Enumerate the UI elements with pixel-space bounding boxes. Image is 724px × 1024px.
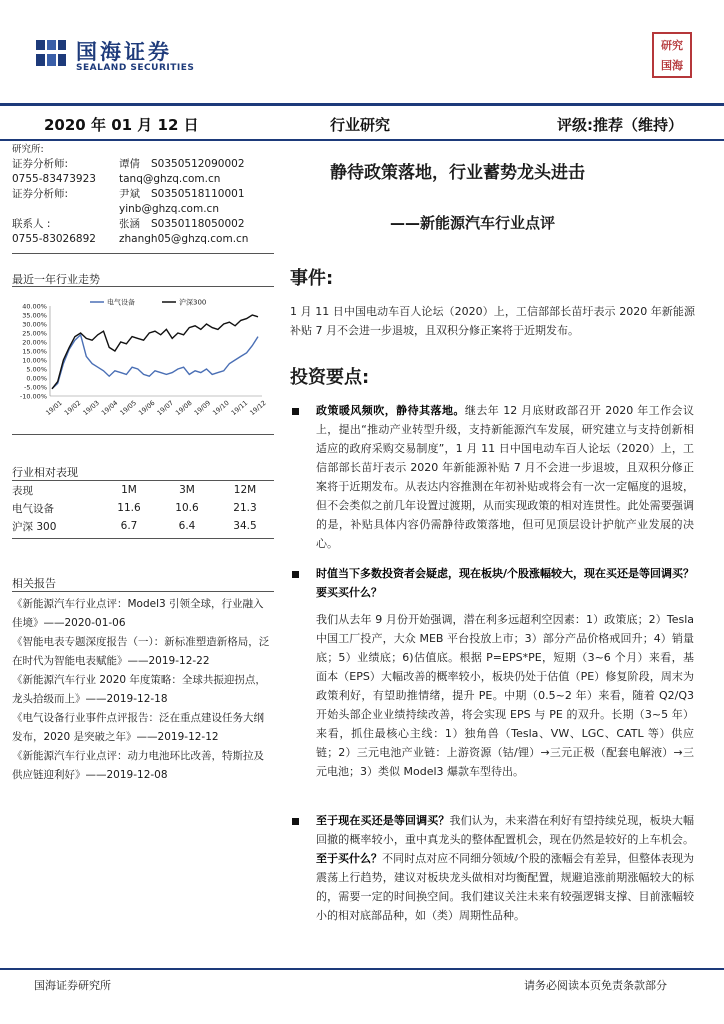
x-tick-label: 19/11 bbox=[229, 398, 250, 418]
company-name-cn: 国海证券 bbox=[76, 40, 172, 64]
y-tick-label: 15.00% bbox=[22, 347, 47, 356]
report-date: 2020 年 01 月 12 日 bbox=[44, 116, 199, 134]
analyst-row-left: 证券分析师: bbox=[12, 188, 69, 200]
invest-p3-lead: 至于现在买还是等回调买？ bbox=[316, 814, 450, 827]
analyst-label: 研究所: bbox=[12, 144, 44, 155]
invest-paragraph-3 bbox=[316, 811, 694, 963]
invest-p1-body: 继去年 12 月底财政部召开 2020 年工作会议上，提出“推动产业转型升级，支持新能源汽车发展，研究建立与支持创新相适应的政府采购交易制度”，1 月 11 日中国电动车百人论坛（2020）上，工信部部长苗圩表示 2020 年新能源补贴 7 月不会进一步退坡，且双积分修正案将于近期发布。从表达内容推测在年初补贴或将会有一次一定幅度的退坡，但不会类似之前几年设置过渡期，从而实现政策的相对连贯性。此处需要强调的是，补贴具体内容仍需静待政策落地，但可见顶层设计护航产业发展的决心。 bbox=[316, 404, 694, 550]
x-tick-label: 19/08 bbox=[174, 398, 194, 418]
y-tick-label: 25.00% bbox=[22, 329, 47, 338]
perf-cell: 10.6 bbox=[175, 502, 199, 514]
analyst-row-left: 0755-83473923 bbox=[12, 173, 96, 185]
analyst-row-name: 谭倩 bbox=[119, 158, 140, 170]
invest-p3-b: 不同时点对应不同细分领域/个股的涨幅会有差异，但整体表现为震荡上行趋势，建议对板块龙头做相对均衡配置，规避追涨前期涨幅较大的标的，需要一定的时间换空间。我们建议关注未来有较强逻辑支撑、目前涨幅较小的相对底部品种，如（类）周期性品种。 bbox=[316, 852, 694, 922]
analyst-row-id: S0350512090002 bbox=[151, 158, 245, 170]
divider bbox=[12, 538, 274, 539]
footer-left: 国海证券研究所 bbox=[34, 979, 111, 992]
perf-cell: 6.7 bbox=[120, 520, 138, 532]
y-tick-label: 40.00% bbox=[22, 302, 47, 311]
industry-trend-chart bbox=[12, 290, 274, 430]
perf-section-title: 行业相对表现 bbox=[12, 466, 78, 479]
legend-label: 电气设备 bbox=[107, 298, 135, 307]
y-tick-label: 5.00% bbox=[26, 365, 47, 374]
footer-rule bbox=[0, 968, 724, 970]
report-rating: 评级:推荐（维持） bbox=[557, 116, 683, 134]
legend-label: 沪深300 bbox=[179, 298, 207, 307]
analyst-row-left: 联系人 : bbox=[12, 218, 51, 230]
perf-header-cell: 1M bbox=[121, 484, 137, 496]
x-tick-label: 19/03 bbox=[81, 398, 101, 418]
invest-question bbox=[316, 564, 694, 602]
analyst-row-id: yinb@ghzq.com.cn bbox=[119, 203, 219, 215]
company-name-en: SEALAND SECURITIES bbox=[76, 63, 195, 73]
list-item[interactable]: 《新能源汽车行业点评：动力电池环比改善，特斯拉及供应链迎利好》——2019-12-08 bbox=[12, 750, 264, 781]
perf-cell: 21.3 bbox=[233, 502, 257, 514]
list-item[interactable]: 《电气设备行业事件点评报告：泛在重点建设任务大纲发布，2020 是突破之年》——2019-12-12 bbox=[12, 712, 264, 743]
header-bottom-rule bbox=[0, 139, 724, 141]
analyst-row-id: S0350518110001 bbox=[151, 188, 245, 200]
report-title: 静待政策落地，行业蓄势龙头进击 bbox=[330, 163, 585, 183]
y-tick-label: -10.00% bbox=[19, 392, 47, 401]
x-tick-label: 19/09 bbox=[192, 398, 213, 418]
y-tick-label: 35.00% bbox=[22, 311, 47, 320]
divider bbox=[12, 253, 274, 254]
list-item[interactable]: 《智能电表专题深度报告（一）：新标准塑造新格局，泛在时代为智能电表赋能》——2019-12-22 bbox=[12, 636, 270, 667]
list-item[interactable]: 《新能源汽车行业 2020 年度策略：全球共振迎拐点，龙头拾级而上》——2019-12-18 bbox=[12, 674, 266, 705]
related-report-list bbox=[12, 595, 274, 785]
header-top-rule bbox=[0, 103, 724, 106]
research-seal bbox=[652, 32, 692, 78]
x-tick-label: 19/12 bbox=[248, 398, 268, 418]
divider bbox=[12, 434, 274, 435]
analyst-row-left: 0755-83026892 bbox=[12, 233, 96, 245]
analyst-row-id: S0350118050002 bbox=[151, 218, 245, 230]
related-section-title: 相关报告 bbox=[12, 577, 56, 590]
invest-p1-lead: 政策暖风频吹，静待其落地。 bbox=[316, 404, 465, 417]
event-heading: 事件: bbox=[290, 268, 334, 289]
x-tick-label: 19/04 bbox=[99, 398, 120, 418]
table-row bbox=[12, 499, 274, 517]
bullet-square-icon bbox=[292, 818, 299, 825]
invest-paragraph-1 bbox=[316, 401, 694, 553]
event-text: 1 月 11 日中国电动车百人论坛（2020）上，工信部部长苗圩表示 2020 年新能源补贴 7 月不会进一步退坡，且双积分修正案将于近期发布。 bbox=[290, 305, 695, 337]
report-type: 行业研究 bbox=[330, 116, 391, 134]
seal-line-2: 国海 bbox=[661, 59, 683, 72]
chart-section-title: 最近一年行业走势 bbox=[12, 273, 100, 286]
sealand-logo-icon bbox=[34, 36, 68, 70]
x-tick-label: 19/06 bbox=[136, 398, 157, 418]
invest-p3-lead2: 至于买什么？ bbox=[316, 852, 383, 865]
y-tick-label: 10.00% bbox=[22, 356, 47, 365]
analyst-row-left: 证券分析师: bbox=[12, 158, 69, 170]
perf-header-cell: 表现 bbox=[12, 484, 33, 497]
table-row bbox=[12, 481, 274, 499]
x-tick-label: 19/05 bbox=[118, 398, 138, 418]
x-tick-label: 19/01 bbox=[44, 398, 64, 418]
perf-cell: 6.4 bbox=[178, 520, 196, 532]
perf-cell: 电气设备 bbox=[12, 502, 54, 515]
invest-p2-lead: 时值当下多数投资者会疑虑，现在板块/个股涨幅较大，现在买还是等回调买？要买买什么？ bbox=[316, 567, 695, 599]
y-tick-label: -5.00% bbox=[24, 383, 47, 392]
analyst-row-id: zhangh05@ghzq.com.cn bbox=[119, 233, 249, 245]
divider bbox=[12, 286, 274, 287]
x-tick-label: 19/10 bbox=[211, 398, 231, 418]
analyst-row-name: 张涵 bbox=[119, 218, 140, 230]
table-row bbox=[12, 517, 274, 535]
series-line bbox=[52, 315, 258, 389]
series-line bbox=[52, 335, 258, 389]
seal-line-1: 研究 bbox=[661, 39, 683, 52]
perf-table bbox=[12, 481, 274, 535]
y-tick-label: 0.00% bbox=[26, 374, 47, 383]
y-tick-label: 20.00% bbox=[22, 338, 47, 347]
perf-cell: 11.6 bbox=[117, 502, 141, 514]
footer-right: 请务必阅读本页免责条款部分 bbox=[524, 979, 667, 992]
analyst-row-name: 尹斌 bbox=[119, 188, 140, 200]
bullet-square-icon bbox=[292, 408, 299, 415]
invest-heading: 投资要点: bbox=[290, 367, 370, 388]
bullet-square-icon bbox=[292, 571, 299, 578]
y-tick-label: 30.00% bbox=[22, 320, 47, 329]
x-tick-label: 19/07 bbox=[155, 398, 176, 418]
perf-header-cell: 3M bbox=[179, 484, 195, 496]
list-item[interactable]: 《新能源汽车行业点评：Model3 引领全球，行业融入佳境》——2020-01-06 bbox=[12, 598, 264, 629]
report-subtitle: ——新能源汽车行业点评 bbox=[390, 214, 556, 232]
perf-cell: 沪深 300 bbox=[12, 520, 57, 533]
perf-header-cell: 12M bbox=[233, 484, 257, 496]
perf-cell: 34.5 bbox=[233, 520, 257, 532]
x-tick-label: 19/02 bbox=[62, 398, 83, 418]
analyst-row-id: tanq@ghzq.com.cn bbox=[119, 173, 221, 185]
divider bbox=[12, 591, 274, 592]
invest-paragraph-2: 我们从去年 9 月份开始强调，潜在利多远超利空因素：1）政策底；2）Tesla 中国工厂投产，大众 MEB 平台投放上市；3）部分产品价格戒回升；4）销量底；5）业绩底；6)估值底。根据 P=EPS*PE，短期（3~6 个月）来看，基面本（EPS）大幅改善的概率较小，板块仍处于估值（PE）修复阶段，周末为政策利好，有望助推情绪，提升 PE。中期（0.5~2 年）来看，随着 Q2/Q3 开始头部企业业绩持续改善，将会实现 EPS 与 PE 的双升。长期（3~5 年）来看，抓住最核心主线：1）独角兽（Tesla、VW、LGC、CATL 等）供应链；2）三元电池产业链：上游资源（钴/锂）→三元正极（配套电解液）→三元电池；3）类似 Model3 爆款车型待出。 bbox=[316, 613, 694, 778]
invest-p3-a: 我们认为，未来潜在利好有望持续兑现，板块大幅回撤的概率较小，重中真龙头的整体配置机会，现在仍然是较好的上车机会。 bbox=[316, 814, 694, 846]
